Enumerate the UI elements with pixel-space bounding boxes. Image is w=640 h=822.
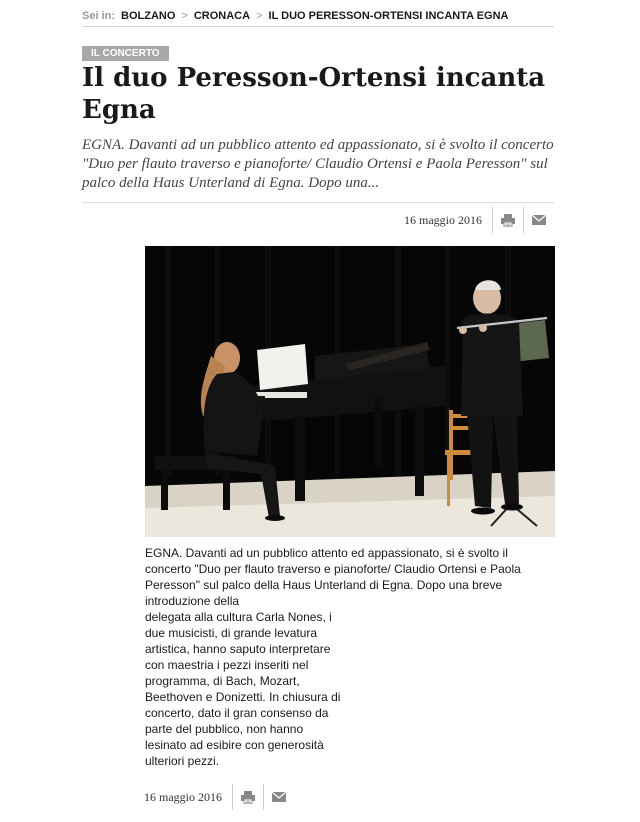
article-lead: EGNA. Davanti ad un pubblico attento ed appassionato, si è svolto il concerto "Duo per flauto traverso e pianoforte/ Claudio Ortensi e Paola Peresson" sul palco della Haus Unterland di Egna. Dopo una... (82, 137, 554, 191)
mail-icon (532, 215, 546, 225)
email-button[interactable] (523, 207, 554, 233)
breadcrumb-current: IL DUO PERESSON-ORTENSI INCANTA EGNA (268, 10, 509, 22)
article-body-paragraph-rest: delegata alla cultura Carla Nones, i due musicisti, di grande levatura artistica, hanno saputo interpretare con maestria i pezzi inseriti nel programma, di Bach, Mozart, Beethoven e Donizetti. In chiusura di concerto, dato il gran consenso da parte del pubblico, non hanno lesinato ad esibire con generosità ulteriori pezzi. (145, 610, 341, 768)
divider (82, 202, 554, 203)
mail-icon (272, 792, 286, 802)
concert-photo-illustration (145, 246, 555, 537)
print-icon (241, 791, 255, 804)
article-date-bottom: 16 maggio 2016 (144, 789, 222, 804)
article-body-paragraph-intro: EGNA. Davanti ad un pubblico attento ed appassionato, si è svolto il concerto "Duo per flauto traverso e pianoforte/ Claudio Ortensi e Paola Peresson" sul palco della Haus Unterland di Egna. Dopo una breve introduzione della (145, 546, 521, 608)
email-button-bottom[interactable] (263, 784, 294, 810)
print-button-bottom[interactable] (232, 784, 263, 810)
breadcrumb-link-bolzano[interactable]: BOLZANO (121, 10, 176, 22)
article-date: 16 maggio 2016 (404, 212, 482, 227)
article-meta-bottom (144, 784, 294, 810)
breadcrumb-link-cronaca[interactable]: CRONACA (193, 10, 251, 22)
breadcrumb (82, 6, 554, 27)
breadcrumb-prefix: Sei in: (82, 10, 116, 22)
breadcrumb-separator: > (256, 10, 263, 22)
category-tag: IL CONCERTO (82, 46, 169, 61)
article-body (145, 545, 555, 769)
print-icon (501, 214, 515, 227)
article-photo (145, 246, 555, 537)
print-button[interactable] (492, 207, 523, 233)
article-meta-top (82, 207, 554, 233)
breadcrumb-separator: > (181, 10, 188, 22)
article-title: Il duo Peresson-Ortensi incanta Egna (82, 63, 546, 125)
